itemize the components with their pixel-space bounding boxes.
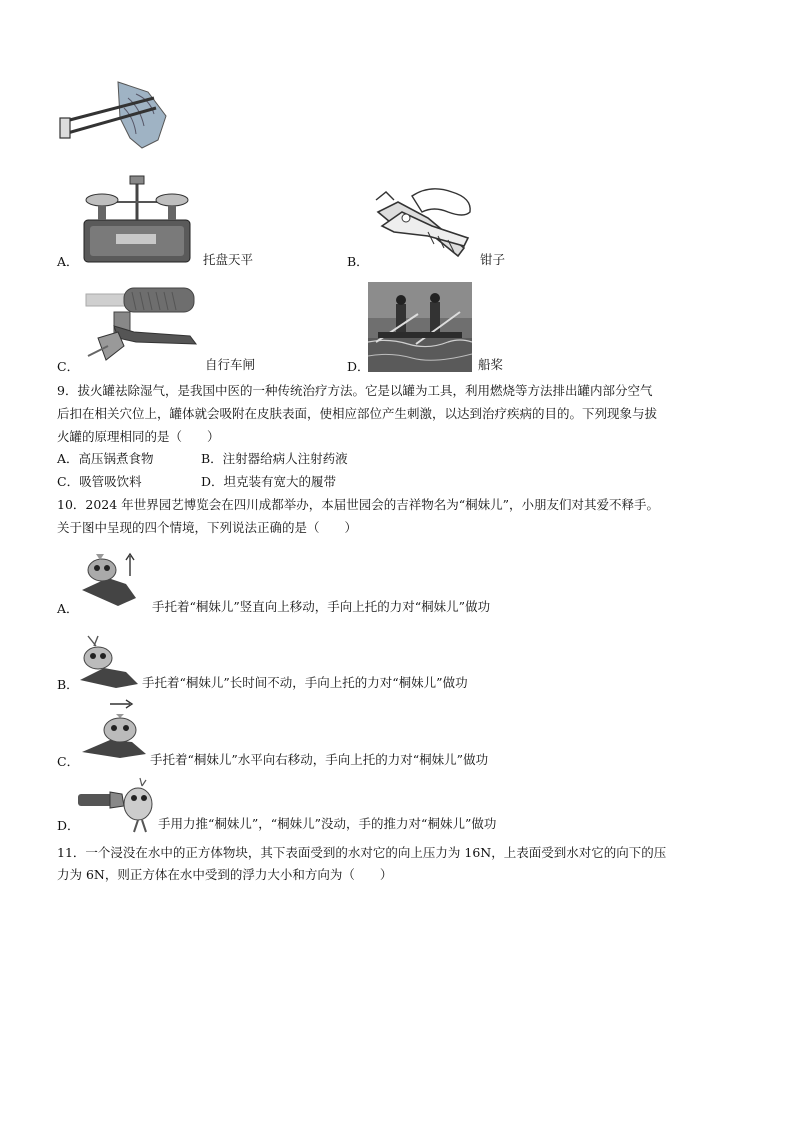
q9-option-b: B．注射器给病人注射药液 xyxy=(201,451,348,466)
mascot-lift-up-image xyxy=(78,546,150,610)
q8-option-c-label: 自行车闸 xyxy=(205,357,256,372)
q8-option-a-label: 托盘天平 xyxy=(203,252,254,267)
mascot-push-image xyxy=(78,776,158,836)
q8-option-c-letter: C． xyxy=(57,359,80,374)
q10-option-b-letter: B． xyxy=(57,677,79,692)
q8-option-b-letter: B． xyxy=(347,254,369,269)
q9-stem-line-1: 9．拔火罐祛除湿气，是我国中医的一种传统治疗方法。它是以罐为工具，利用燃烧等方法排出罐内部分空气 xyxy=(57,383,653,398)
q10-option-c-text: 手托着“桐妹儿”水平向右移动，手向上托的力对“桐妹儿”做功 xyxy=(150,752,489,767)
q8-option-d-letter: D． xyxy=(347,359,370,374)
q10-option-d-letter: D． xyxy=(57,818,80,833)
bicycle-brake-image xyxy=(84,286,200,368)
q9-stem-line-3: 火罐的原理相同的是（ ） xyxy=(57,429,220,444)
q10-stem-line-2: 关于图中呈现的四个情境，下列说法正确的是（ ） xyxy=(57,520,358,535)
q9-option-c: C．吸管吸饮料 xyxy=(57,474,142,489)
q9-stem-line-2: 后扣在相关穴位上，罐体就会吸附在皮肤表面，使相应部位产生刺激，以达到治疗疾病的目的。下列现象与拔 xyxy=(57,406,658,421)
q10-option-b-text: 手托着“桐妹儿”长时间不动，手向上托的力对“桐妹儿”做功 xyxy=(142,675,468,690)
mascot-hold-still-image xyxy=(76,630,144,690)
q8-option-d-label: 船桨 xyxy=(478,357,504,372)
q10-stem-line-1: 10．2024 年世界园艺博览会在四川成都举办，本届世园会的吉祥物名为“桐妹儿”，小朋友们对其爱不释手。 xyxy=(57,497,659,512)
q11-stem-line-2: 力为 6N，则正方体在水中受到的浮力大小和方向为（ ） xyxy=(57,867,393,882)
pliers-image xyxy=(368,182,478,268)
balance-scale-image xyxy=(78,172,196,266)
q8-option-b-label: 钳子 xyxy=(480,252,506,267)
mascot-move-right-image xyxy=(80,696,150,764)
q9-option-a: A．高压锅煮食物 xyxy=(57,451,154,466)
q10-option-c-letter: C． xyxy=(57,754,80,769)
chopsticks-image xyxy=(58,78,170,152)
rowing-image xyxy=(368,282,472,372)
q9-option-d: D．坦克装有宽大的履带 xyxy=(201,474,337,489)
q8-option-a-letter: A． xyxy=(57,254,79,269)
q10-option-d-text: 手用力推“桐妹儿”，“桐妹儿”没动，手的推力对“桐妹儿”做功 xyxy=(158,816,497,831)
q11-stem-line-1: 11．一个浸没在水中的正方体物块，其下表面受到的水对它的向上压力为 16N，上表面受到水对它的向下的压 xyxy=(57,845,667,860)
q10-option-a-text: 手托着“桐妹儿”竖直向上移动，手向上托的力对“桐妹儿”做功 xyxy=(152,599,491,614)
q10-option-a-letter: A． xyxy=(57,601,79,616)
